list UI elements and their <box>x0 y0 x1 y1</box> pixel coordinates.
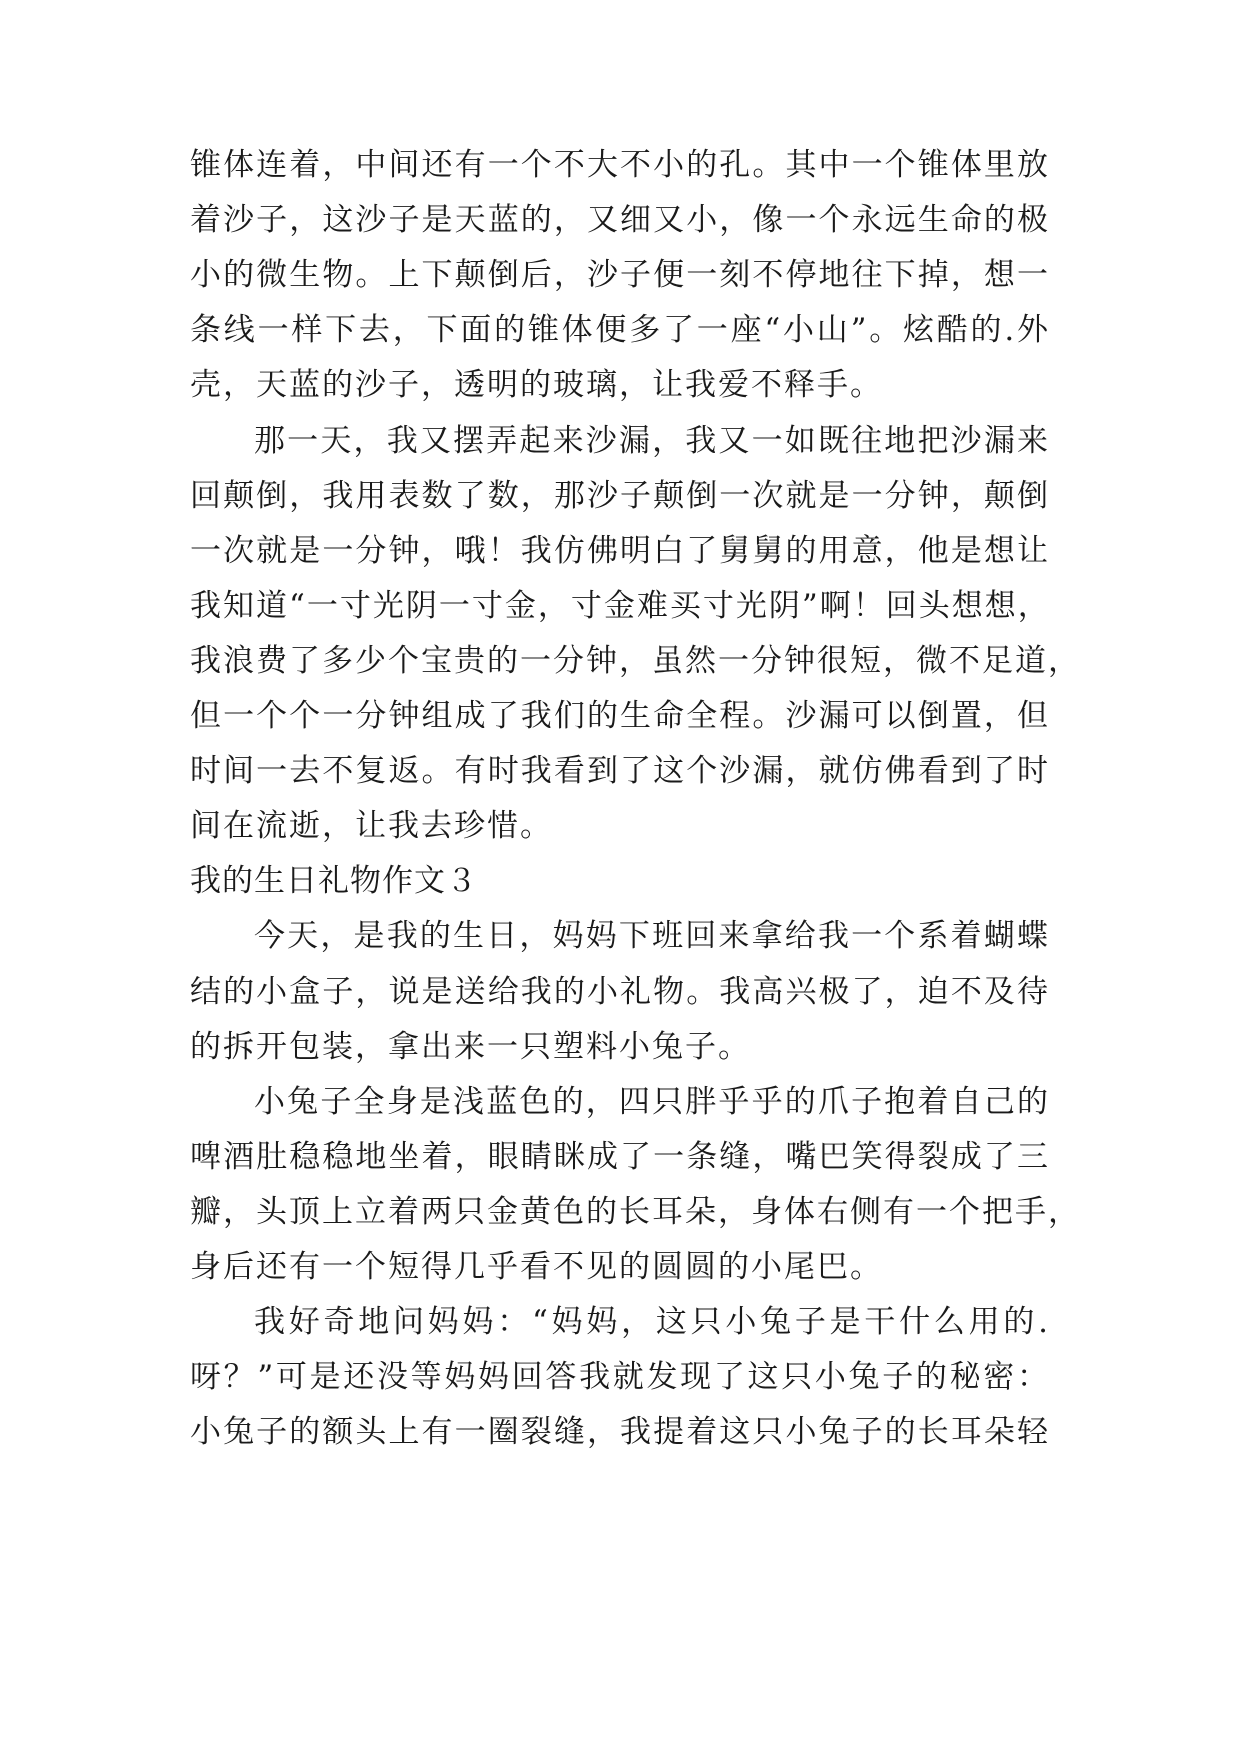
text-line: 呀？”可是还没等妈妈回答我就发现了这只小兔子的秘密： <box>190 1359 1050 1396</box>
section-heading: 我的生日礼物作文３ <box>190 863 478 900</box>
text-line: 条线一样下去，下面的锥体便多了一座“小山”。炫酷的.外 <box>190 312 1050 349</box>
text-line: 那一天，我又摆弄起来沙漏，我又一如既往地把沙漏来 <box>254 422 1050 459</box>
text-line: 我浪费了多少个宝贵的一分钟，虽然一分钟很短，微不足道， <box>190 642 1081 679</box>
text-line: 啤酒肚稳稳地坐着，眼睛眯成了一条缝，嘴巴笑得裂成了三 <box>190 1138 1050 1175</box>
text-line: 着沙子，这沙子是天蓝的，又细又小，像一个永远生命的极 <box>190 202 1050 239</box>
text-line: 我好奇地问妈妈：“妈妈，这只小兔子是干什么用的. <box>254 1304 1050 1341</box>
text-line: 的拆开包装，拿出来一只塑料小兔子。 <box>190 1028 751 1065</box>
text-line: 间在流逝，让我去珍惜。 <box>190 808 553 845</box>
text-line: 瓣，头顶上立着两只金黄色的长耳朵，身体右侧有一个把手， <box>190 1193 1081 1230</box>
text-line: 结的小盒子，说是送给我的小礼物。我高兴极了，迫不及待 <box>190 973 1050 1010</box>
text-line: 小的微生物。上下颠倒后，沙子便一刻不停地往下掉，想一 <box>190 257 1050 294</box>
text-line: 锥体连着，中间还有一个不大不小的孔。其中一个锥体里放 <box>190 147 1050 183</box>
text-line: 我知道“一寸光阴一寸金，寸金难买寸光阴”啊！回头想想， <box>190 587 1051 624</box>
text-line: 小兔子全身是浅蓝色的，四只胖乎乎的爪子抱着自己的 <box>254 1083 1050 1120</box>
text-line: 但一个个一分钟组成了我们的生命全程。沙漏可以倒置，但 <box>190 698 1050 734</box>
text-line: 壳，天蓝的沙子，透明的玻璃，让我爱不释手。 <box>190 367 883 404</box>
text-line: 小兔子的额头上有一圈裂缝，我提着这只小兔子的长耳朵轻 <box>190 1414 1050 1451</box>
text-line: 回颠倒，我用表数了数，那沙子颠倒一次就是一分钟，颠倒 <box>190 477 1050 514</box>
text-line: 一次就是一分钟，哦！我仿佛明白了舅舅的用意，他是想让 <box>190 532 1050 569</box>
text-line: 时间一去不复返。有时我看到了这个沙漏，就仿佛看到了时 <box>190 753 1050 790</box>
text-line: 今天，是我的生日，妈妈下班回来拿给我一个系着蝴蝶 <box>254 918 1050 955</box>
text-line: 身后还有一个短得几乎看不见的圆圆的小尾巴。 <box>190 1249 883 1285</box>
